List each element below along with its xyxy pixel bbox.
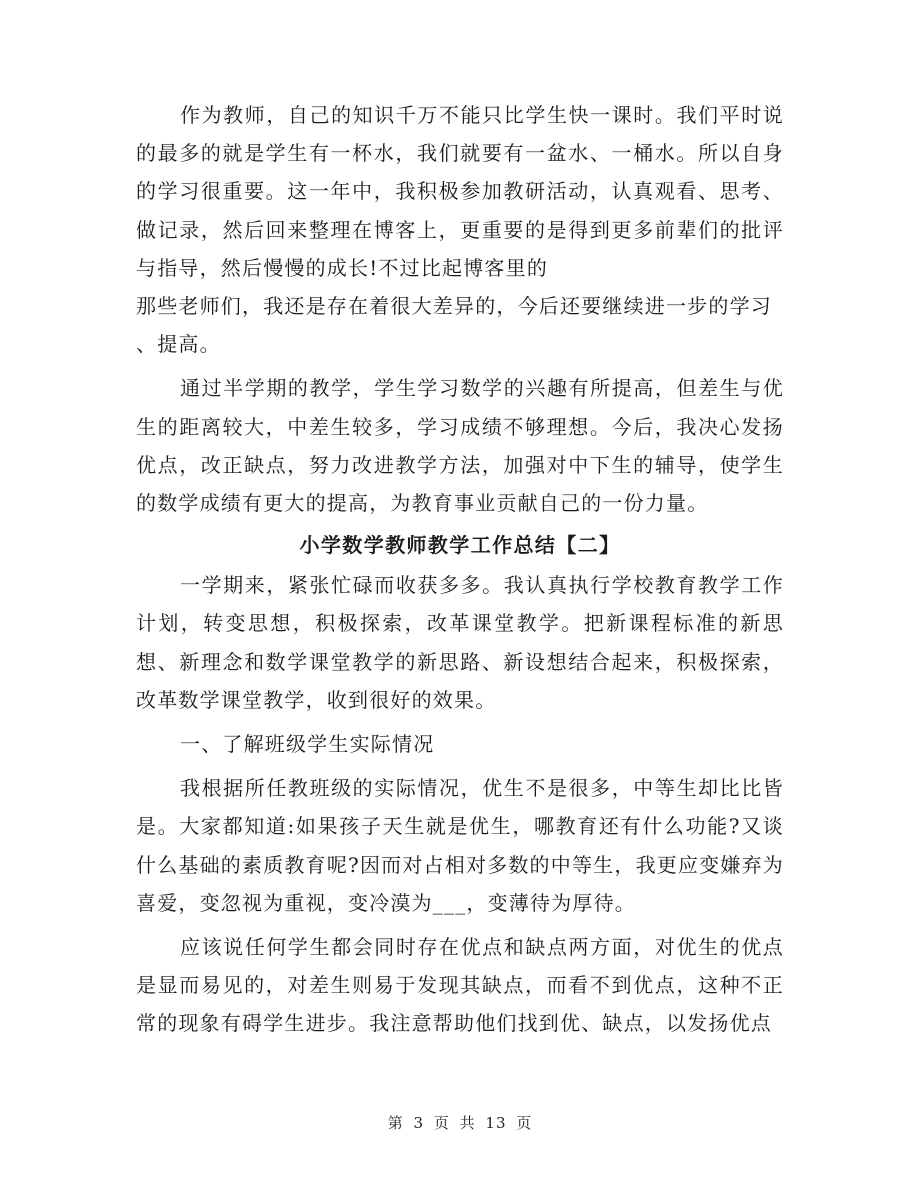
paragraph-teacher-learning: 作为教师，自己的知识千万不能只比学生快一课时。我们平时说的最多的就是学生有一杯水，我们就要有一盆水、一桶水。所以自身的学习很重要。这一年中，我积极参加教研活动，认真观看、思考、做记录，然后回来整理在博客上，更重要的是得到更多前辈们的批评与指导，然后慢慢的成长!不过比起博客里的 [136,103,784,280]
page-footer [0,1112,920,1133]
footer-current-page: 3 [413,1114,425,1132]
paragraph-semester-intro: 一学期来，紧张忙碌而收获多多。我认真执行学校教育教学工作计划，转变思想，积极探索，改革课堂教学。把新课程标准的新思想、新理念和数学课堂教学的新思路、新设想结合起来，积极探索，改革数学课堂教学，收到很好的效果。 [136,573,784,712]
paragraph-continuation-line-1: 那些老师们，我还是存在着很大差异的，今后还要继续进一步的学习 [136,294,772,319]
footer-total-pages: 13 [485,1114,507,1132]
paragraph-semester-summary: 通过半学期的教学，学生学习数学的兴趣有所提高，但差生与优生的距离较大，中差生较多，学习成绩不够理想。今后，我决心发扬优点，改正缺点，努力改进教学方法，加强对中下生的辅导，使学生的数学成绩有更大的提高，为教育事业贡献自己的一份力量。 [136,376,784,516]
paragraph-class-situation: 我根据所任教班级的实际情况，优生不是很多，中等生却比比皆是。大家都知道:如果孩子天生就是优生，哪教育还有什么功能?又谈什么基础的素质教育呢?因而对占相对多数的中等生，我更应变嫌弃为喜爱，变忽视为重视，变冷漠为___，变薄待为厚待。 [136,776,784,915]
section-heading: 小学数学教师教学工作总结【二】 [299,533,621,558]
footer-suffix: 页 [516,1114,533,1132]
subheading-understand-students: 一、了解班级学生实际情况 [180,732,435,757]
document-body [136,96,784,1043]
paragraph-strengths-weaknesses: 应该说任何学生都会同时存在优点和缺点两方面，对优生的优点是显而易见的，对差生则易于发现其缺点，而看不到优点，这种不正常的现象有碍学生进步。我注意帮助他们找到优、缺点，以发扬优点 [136,935,784,1036]
footer-total-word: 共 [459,1114,476,1132]
paragraph-continuation-line-2: 、提高。 [136,332,221,357]
footer-page-word: 页 [433,1114,450,1132]
footer-prefix: 第 [387,1114,404,1132]
